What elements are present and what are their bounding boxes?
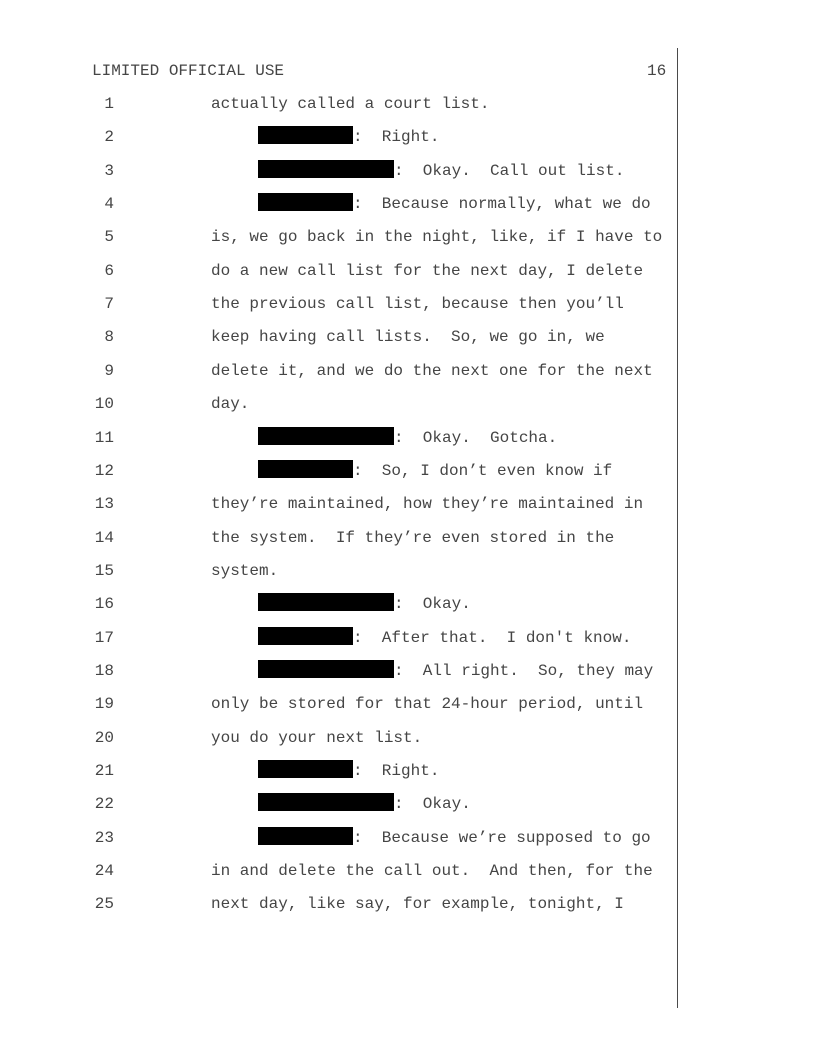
- transcript-line: [0, 392, 720, 416]
- transcript-line: [0, 459, 720, 483]
- transcript-line: [0, 592, 720, 616]
- line-content: [211, 359, 653, 383]
- redaction-bar: [258, 593, 394, 611]
- line-number: 23: [94, 828, 114, 847]
- transcript-line: [0, 892, 720, 916]
- line-text: : All right. So, they may: [394, 661, 654, 680]
- line-text: : Because normally, what we do: [353, 195, 651, 214]
- line-content: [211, 526, 614, 550]
- line-number: 19: [94, 695, 114, 714]
- redaction-bar: [258, 627, 353, 645]
- line-number: 13: [94, 495, 114, 514]
- line-number: 11: [94, 428, 114, 447]
- line-content: [211, 259, 643, 283]
- line-text: : After that. I don't know.: [353, 628, 632, 647]
- line-text: : Right.: [353, 128, 440, 147]
- line-text: : Okay.: [394, 595, 471, 614]
- redaction-bar: [258, 160, 394, 178]
- redaction-bar: [258, 793, 394, 811]
- line-number: 6: [104, 261, 114, 280]
- line-content: [211, 892, 624, 916]
- line-text: : Okay. Call out list.: [394, 161, 625, 180]
- line-content: [211, 859, 653, 883]
- line-text: day.: [211, 395, 250, 414]
- line-text: : Right.: [353, 762, 440, 780]
- line-number: 16: [94, 595, 114, 614]
- line-number: 17: [94, 628, 114, 647]
- line-content: [258, 659, 653, 683]
- line-number: 21: [94, 762, 114, 780]
- redaction-bar: [258, 126, 353, 144]
- redaction-bar: [258, 460, 353, 478]
- line-number: 24: [94, 862, 114, 881]
- transcript-line: [0, 692, 720, 716]
- line-number: 3: [104, 161, 114, 180]
- redaction-bar: [258, 827, 353, 845]
- line-text: in and delete the call out. And then, for the: [211, 862, 653, 881]
- line-number: 1: [104, 95, 114, 113]
- line-text: : Because we’re supposed to go: [353, 828, 651, 847]
- transcript-line: [0, 359, 720, 383]
- transcript-line: [0, 92, 720, 116]
- line-content: [258, 159, 624, 183]
- line-number: 20: [94, 728, 114, 747]
- line-number: 10: [94, 395, 114, 414]
- transcript-line: [0, 125, 720, 149]
- transcript-line: [0, 626, 720, 650]
- line-number: 25: [94, 895, 114, 914]
- transcript-line: [0, 492, 720, 516]
- line-content: [211, 325, 605, 349]
- classification-header: LIMITED OFFICIAL USE: [92, 62, 285, 80]
- transcript-line: [0, 826, 720, 850]
- line-number: 4: [104, 195, 114, 214]
- line-content: [258, 792, 471, 816]
- line-number: 8: [104, 328, 114, 347]
- transcript-line: [0, 526, 720, 550]
- line-content: [211, 492, 643, 516]
- line-number: 15: [94, 561, 114, 580]
- line-text: : Okay.: [394, 795, 471, 814]
- transcript-line: [0, 759, 720, 783]
- transcript-line: [0, 225, 720, 249]
- line-content: [258, 459, 612, 483]
- line-content: [211, 559, 278, 583]
- line-content: [258, 759, 439, 783]
- line-content: [211, 92, 489, 116]
- page-number: 16: [647, 62, 667, 80]
- line-number: 5: [104, 228, 114, 247]
- transcript-line: [0, 325, 720, 349]
- line-content: [258, 426, 557, 450]
- redaction-bar: [258, 660, 394, 678]
- transcript-line: [0, 159, 720, 183]
- transcript-line: [0, 792, 720, 816]
- line-text: only be stored for that 24-hour period, until: [211, 695, 644, 714]
- transcript-line: [0, 659, 720, 683]
- line-text: the system. If they’re even stored in the: [211, 528, 615, 547]
- line-content: [258, 592, 471, 616]
- line-content: [258, 626, 631, 650]
- transcript-line: [0, 726, 720, 750]
- line-number: 18: [94, 661, 114, 680]
- line-text: keep having call lists. So, we go in, we: [211, 328, 605, 347]
- line-text: the previous call list, because then you’ll: [211, 295, 624, 314]
- redaction-bar: [258, 193, 353, 211]
- line-text: they’re maintained, how they’re maintained in: [211, 495, 644, 514]
- line-number: 14: [94, 528, 114, 547]
- line-text: actually called a court list.: [211, 95, 490, 113]
- line-number: 9: [104, 361, 114, 380]
- line-text: : So, I don’t even know if: [353, 461, 613, 480]
- line-content: [258, 125, 439, 149]
- transcript-line: [0, 426, 720, 450]
- transcript-line: [0, 559, 720, 583]
- line-text: : Okay. Gotcha.: [394, 428, 558, 447]
- line-text: next day, like say, for example, tonight, I: [211, 895, 624, 914]
- line-content: [258, 826, 651, 850]
- line-text: system.: [211, 561, 279, 580]
- line-text: delete it, and we do the next one for the next: [211, 361, 653, 380]
- redaction-bar: [258, 760, 353, 778]
- redaction-bar: [258, 427, 394, 445]
- line-content: [211, 692, 643, 716]
- line-number: 2: [104, 128, 114, 147]
- line-text: is, we go back in the night, like, if I have to: [211, 228, 663, 247]
- line-content: [211, 225, 662, 249]
- line-content: [211, 726, 422, 750]
- line-content: [211, 292, 624, 316]
- transcript-line: [0, 859, 720, 883]
- transcript-line: [0, 259, 720, 283]
- line-text: you do your next list.: [211, 728, 423, 747]
- line-content: [211, 392, 249, 416]
- line-number: 22: [94, 795, 114, 814]
- transcript-line: [0, 292, 720, 316]
- transcript-line: [0, 192, 720, 216]
- line-text: do a new call list for the next day, I delete: [211, 261, 644, 280]
- line-content: [258, 192, 651, 216]
- line-number: 12: [94, 461, 114, 480]
- line-number: 7: [104, 295, 114, 314]
